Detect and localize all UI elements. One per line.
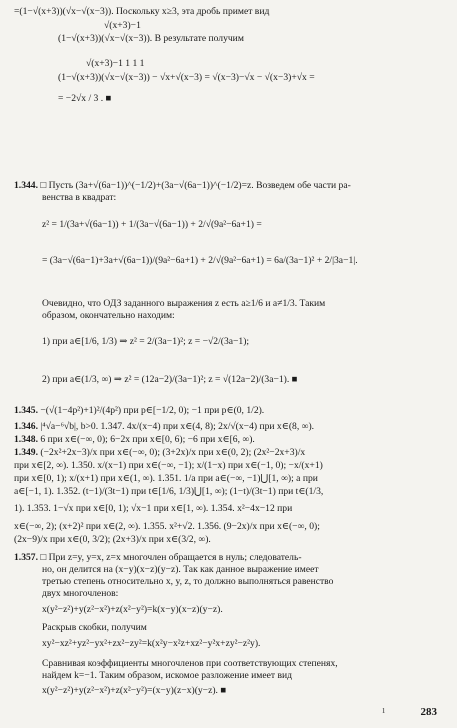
text-line: 1). 1.353. 1−√x при x∈[0, 1); √x−1 при x∈[1, ∞). 1.354. x²−4x−12 при: [14, 503, 293, 514]
text-line: Раскрыв скобки, получим: [42, 622, 147, 633]
text-line: 1.345. −(√(1−4p²)+1)²/(4p²) при p∈[−1/2, 0); −1 при p∈(0, 1/2).: [14, 405, 265, 416]
problem-number: 1.344.: [14, 180, 38, 191]
text-line: Очевидно, что ОДЗ заданного выражения z есть a≥1/6 и a≠1/3. Таким: [42, 298, 326, 309]
text-line: при x∈[2, ∞). 1.350. x/(x−1) при x∈(−∞, −1); x/(1−x) при x∈(−1, 0); −x/(x+1): [14, 460, 323, 471]
text-line: √(x+3)−1: [104, 20, 141, 31]
problem-number: 1.345.: [14, 405, 38, 416]
text-line: 1) при a∈[1/6, 1/3) ⇒ z² = 2/(3a−1)²; z = −√2/(3a−1);: [42, 336, 250, 347]
text-line: Сравнивая коэффициенты многочленов при соответствующих степенях,: [42, 658, 338, 669]
text-line: третью степень относительно x, y, z, то должно выполняться равенство: [42, 576, 334, 587]
margin-mark: ı: [382, 705, 385, 716]
text-line: венства в квадрат:: [42, 192, 117, 203]
text-line: z² = 1/(3a+√(6a−1)) + 1/(3a−√(6a−1)) + 2/√(9a²−6a+1) =: [42, 219, 262, 230]
text-line: но, он делится на (x−y)(x−z)(y−z). Так как данное выражение имеет: [42, 564, 319, 575]
text-line: (1−√(x+3))(√x−√(x−3)). В результате получим: [58, 33, 244, 44]
text-line: (2x−9)/x при x∈(0, 3/2); (2x+3)/x при x∈(3/2, ∞).: [14, 534, 211, 545]
text-line: xy²−xz²+yz²−yx²+zx²−zy²=k(x²y−x²z+xz²−y²x+zy²−z²y).: [42, 638, 261, 649]
problem-number: 1.357.: [14, 552, 38, 563]
text-line: 1.346. |⁴√a−⁶√b|, b>0. 1.347. 4x/(x−4) при x∈(4, 8); 2x/√(x−4) при x∈(8, ∞).: [14, 421, 315, 432]
problem-number: 1.346.: [14, 421, 38, 432]
text-line: 1.357. □ При z=y, y=x, z=x многочлен обращается в нуль; следователь-: [14, 552, 302, 563]
text-line: x(y²−z²)+y(z²−x²)+z(x²−y²)=k(x−y)(x−z)(y−z).: [42, 604, 223, 615]
text-line: x∈(−∞, 2); (x+2)² при x∈(2, ∞). 1.355. x²+√2. 1.356. (9−2x)/x при x∈(−∞, 0);: [14, 521, 320, 532]
text-line: √(x+3)−1 1 1 1: [86, 58, 145, 69]
text-line: = −2√x / 3 . ■: [58, 93, 112, 104]
text-line: = (3a−√(6a−1)+3a+√(6a−1))/(9a²−6a+1) + 2/√(9a²−6a+1) = 6a/(3a−1)² + 2/|3a−1|.: [42, 255, 358, 266]
text-line: a∈[−1, 1). 1.352. (t−1)/(3t−1) при t∈[1/6, 1/3)⋃[1, ∞); (1−t)/(3t−1) при t∈(1/3,: [14, 486, 324, 497]
text-line: 1.344. □ Пусть (3a+√(6a−1))^(−1/2)+(3a−√(6a−1))^(−1/2)=z. Возведем обе части ра-: [14, 180, 351, 191]
text-line: x(y²−z²)+y(z²−x²)+z(x²−y²)=(x−y)(z−x)(y−z). ■: [42, 685, 227, 696]
text-line: найдем k=−1. Таким образом, искомое разложение имеет вид: [42, 670, 292, 681]
problem-number: 1.349.: [14, 447, 38, 458]
text-line: (1−√(x+3))(√x−√(x−3)) − √x+√(x−3) = √(x−3)−√x − √(x−3)+√x =: [58, 72, 315, 83]
problem-number: 1.348.: [14, 434, 38, 445]
text-line: =(1−√(x+3))(√x−√(x−3)). Поскольку x≥3, эта дробь примет вид: [14, 6, 270, 17]
text-line: образом, окончательно находим:: [42, 310, 175, 321]
page-number: 283: [420, 706, 437, 718]
text-line: при x∈[0, 1); x/(x+1) при x∈(1, ∞). 1.351. 1/a при a∈(−∞, −1)⋃[1, ∞); a при: [14, 473, 318, 484]
text-line: 1.349. (−2x²+2x−3)/x при x∈(−∞, 0); (3+2x)/x при x∈(0, 2); (2x²−2x+3)/x: [14, 447, 306, 458]
text-line: 2) при a∈(1/3, ∞) ⇒ z² = (12a−2)/(3a−1)²; z = √(12a−2)/(3a−1). ■: [42, 374, 298, 385]
text-line: 1.348. 6 при x∈(−∞, 0); 6−2x при x∈[0, 6); −6 при x∈[6, ∞).: [14, 434, 255, 445]
text-line: двух многочленов:: [42, 588, 119, 599]
